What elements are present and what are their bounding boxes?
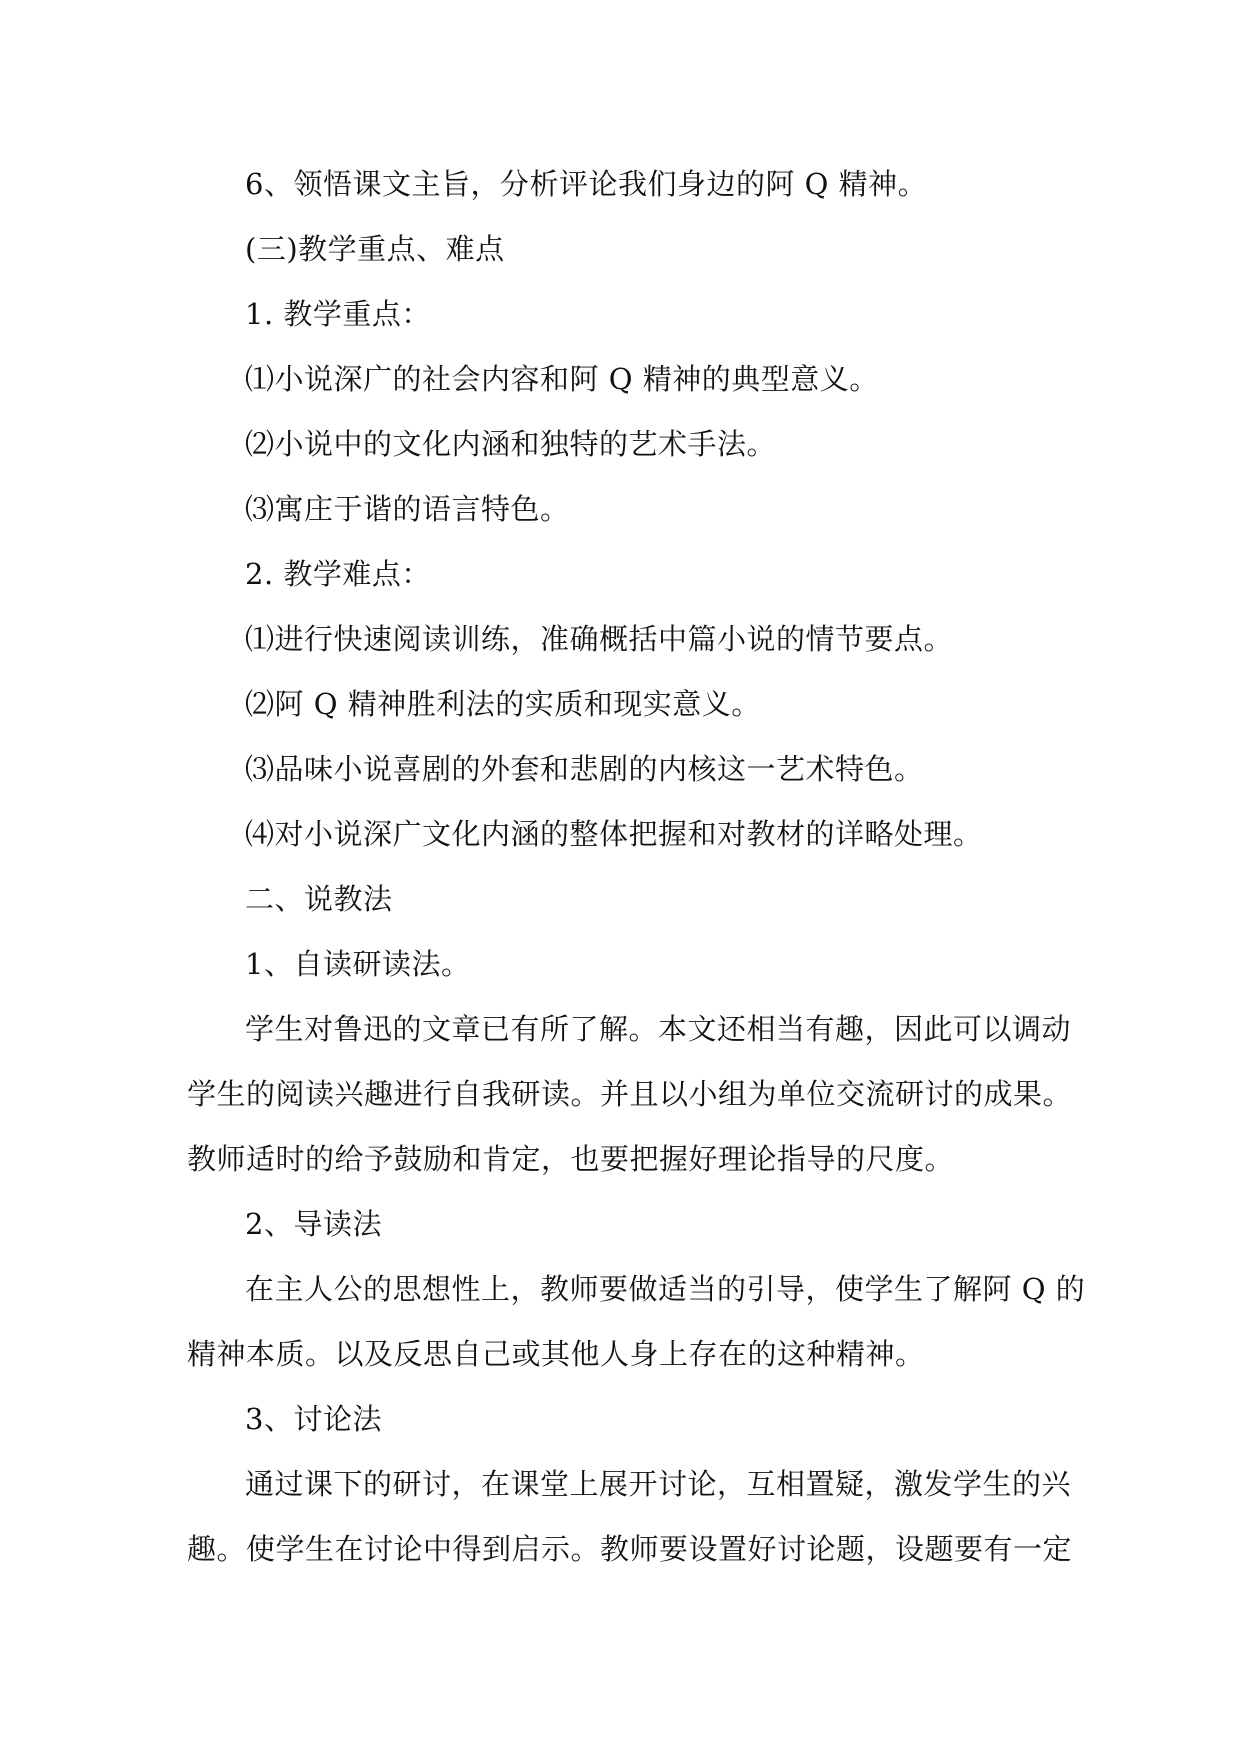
paragraph-line: 趣。使学生在讨论中得到启示。教师要设置好讨论题，设题要有一定 [187,1532,1073,1566]
paragraph-line: 通过课下的研讨，在课堂上展开讨论，互相置疑，激发学生的兴 [245,1467,1072,1501]
list-item: ⑶寓庄于谐的语言特色。 [245,492,570,526]
list-item: ⑴小说深广的社会内容和阿 Q 精神的典型意义。 [245,362,879,396]
paragraph-line: 学生的阅读兴趣进行自我研读。并且以小组为单位交流研讨的成果。 [187,1077,1073,1111]
paragraph-line: 学生对鲁迅的文章已有所了解。本文还相当有趣，因此可以调动 [245,1012,1072,1046]
list-item: ⑵小说中的文化内涵和独特的艺术手法。 [245,427,777,461]
paragraph-line: 在主人公的思想性上，教师要做适当的引导，使学生了解阿 Q 的 [245,1272,1086,1306]
subsection-heading: 1、自读研读法。 [245,947,471,981]
subsection-heading: 1. 教学重点： [245,297,431,331]
text-line: 6、领悟课文主旨，分析评论我们身边的阿 Q 精神。 [245,167,928,201]
list-item: ⑵阿 Q 精神胜利法的实质和现实意义。 [245,687,761,721]
list-item: ⑶品味小说喜剧的外套和悲剧的内核这一艺术特色。 [245,752,924,786]
subsection-heading: 2. 教学难点： [245,557,431,591]
list-item: ⑴进行快速阅读训练，准确概括中篇小说的情节要点。 [245,622,954,656]
list-item: ⑷对小说深广文化内涵的整体把握和对教材的详略处理。 [245,817,983,851]
section-heading: (三)教学重点、难点 [245,232,505,266]
subsection-heading: 2、导读法 [245,1207,382,1241]
paragraph-line: 精神本质。以及反思自己或其他人身上存在的这种精神。 [187,1337,925,1371]
paragraph-line: 教师适时的给予鼓励和肯定，也要把握好理论指导的尺度。 [187,1142,955,1176]
subsection-heading: 3、讨论法 [245,1402,382,1436]
section-heading: 二、说教法 [245,882,393,916]
